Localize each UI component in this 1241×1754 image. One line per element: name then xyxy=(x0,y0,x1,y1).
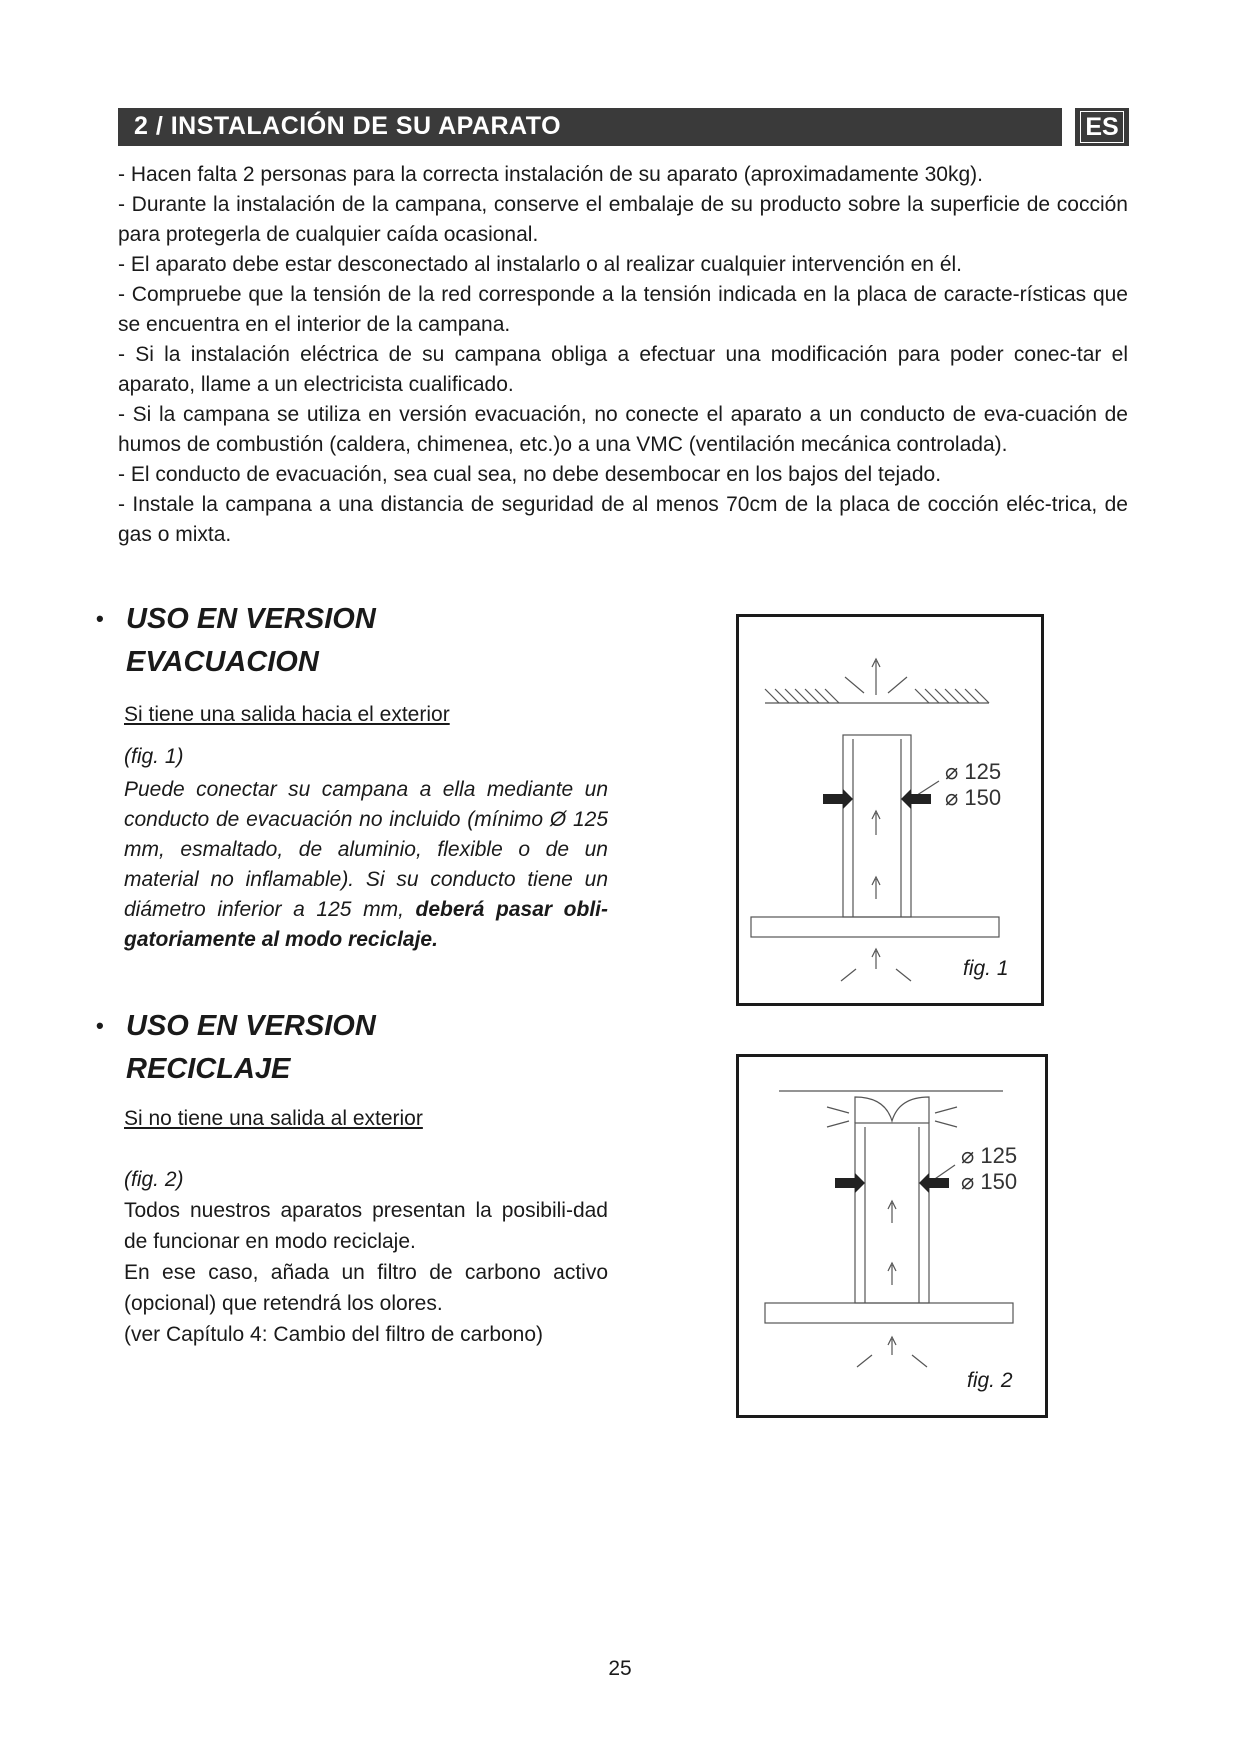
fig2-left-arrow xyxy=(835,1173,865,1193)
fig2-right-arrow xyxy=(919,1173,949,1193)
intro-instructions xyxy=(118,160,1128,550)
fig1-left-arrow xyxy=(823,789,853,809)
instruction-item: - Compruebe que la tensión de la red corresponde a la tensión indicada en la placa de caracte-rísticas que se encuentra en el interior de la campana. xyxy=(118,283,1128,336)
evacuation-body-warning: deberá pasar obli-gatoriamente al modo reciclaje. xyxy=(124,898,608,951)
evacuation-subheading: Si tiene una salida hacia el exterior xyxy=(124,703,450,726)
instruction-item: - Si la instalación eléctrica de su campana obliga a efectuar una modificación para poder conec-tar el aparato, llame a un electricista cualificado. xyxy=(118,343,1128,396)
fig1-dim-150: ⌀ 150 xyxy=(945,785,1002,810)
figure-1-evacuation xyxy=(736,614,1044,1006)
fig1-dim-125: ⌀ 125 xyxy=(945,759,1002,784)
recycling-body xyxy=(124,1195,608,1350)
evacuation-heading-line2: EVACUACION xyxy=(126,646,319,678)
fig2-dim-125: ⌀ 125 xyxy=(961,1143,1018,1168)
section-header-bar xyxy=(118,108,1062,146)
instruction-item: - Hacen falta 2 personas para la correcta instalación de su aparato (aproximadamente 30kg). xyxy=(118,163,983,186)
recycling-subheading: Si no tiene una salida al exterior xyxy=(124,1107,423,1130)
fig2-dim-150: ⌀ 150 xyxy=(961,1169,1018,1194)
fig1-label: fig. 1 xyxy=(963,957,1009,980)
bullet-icon: • xyxy=(96,1013,104,1038)
page-number: 25 xyxy=(608,1657,632,1680)
evacuation-body xyxy=(124,775,608,955)
recycling-heading-line2: RECICLAJE xyxy=(126,1053,291,1085)
instruction-item: - Durante la instalación de la campana, conserve el embalaje de su producto sobre la superficie de cocción para protegerla de cualquier caída ocasional. xyxy=(118,193,1128,246)
recycling-body-line: (ver Capítulo 4: Cambio del filtro de carbono) xyxy=(124,1323,544,1346)
evacuation-heading-line1: USO EN VERSION xyxy=(126,603,376,635)
section-title: 2 / INSTALACIÓN DE SU APARATO xyxy=(134,112,562,140)
fig1-ceiling-hatch xyxy=(765,689,989,703)
language-code: ES xyxy=(1080,111,1123,143)
recycling-body-line: Todos nuestros aparatos presentan la posibili-dad de funcionar en modo reciclaje. xyxy=(124,1199,608,1253)
fig1-hood xyxy=(751,917,999,937)
fig1-right-arrow xyxy=(901,789,931,809)
bullet-icon: • xyxy=(96,606,104,631)
instruction-item: - El aparato debe estar desconectado al instalarlo o al realizar cualquier intervención en él. xyxy=(118,253,962,276)
figure-2-recycling xyxy=(736,1054,1048,1418)
language-badge xyxy=(1075,108,1129,146)
instruction-item: - Instale la campana a una distancia de seguridad de al menos 70cm de la placa de cocción eléc-trica, de gas o mixta. xyxy=(118,493,1128,546)
fig2-hood xyxy=(765,1303,1013,1323)
evacuation-body-text: Puede conectar su campana a ella mediante un conducto de evacuación no incluido (mínimo Ø 125 mm, esmaltado, de aluminio, flexible o de un material no inflamable). Si su conducto tiene un diámetro inferior a 125 mm, xyxy=(124,778,608,921)
recycling-body-line: En ese caso, añada un filtro de carbono activo (opcional) que retendrá los olores. xyxy=(124,1261,608,1315)
fig2-diagram xyxy=(739,1057,1045,1415)
fig2-label: fig. 2 xyxy=(967,1369,1013,1392)
fig2-reference: (fig. 2) xyxy=(124,1168,184,1191)
recycling-heading-line1: USO EN VERSION xyxy=(126,1010,376,1042)
fig1-reference: (fig. 1) xyxy=(124,745,184,768)
instruction-item: - Si la campana se utiliza en versión evacuación, no conecte el aparato a un conducto de eva-cuación de humos de combustión (caldera, chimenea, etc.)o a una VMC (ventilación mecánica controlada). xyxy=(118,403,1128,456)
instruction-item: - El conducto de evacuación, sea cual sea, no debe desembocar en los bajos del tejado. xyxy=(118,463,942,486)
